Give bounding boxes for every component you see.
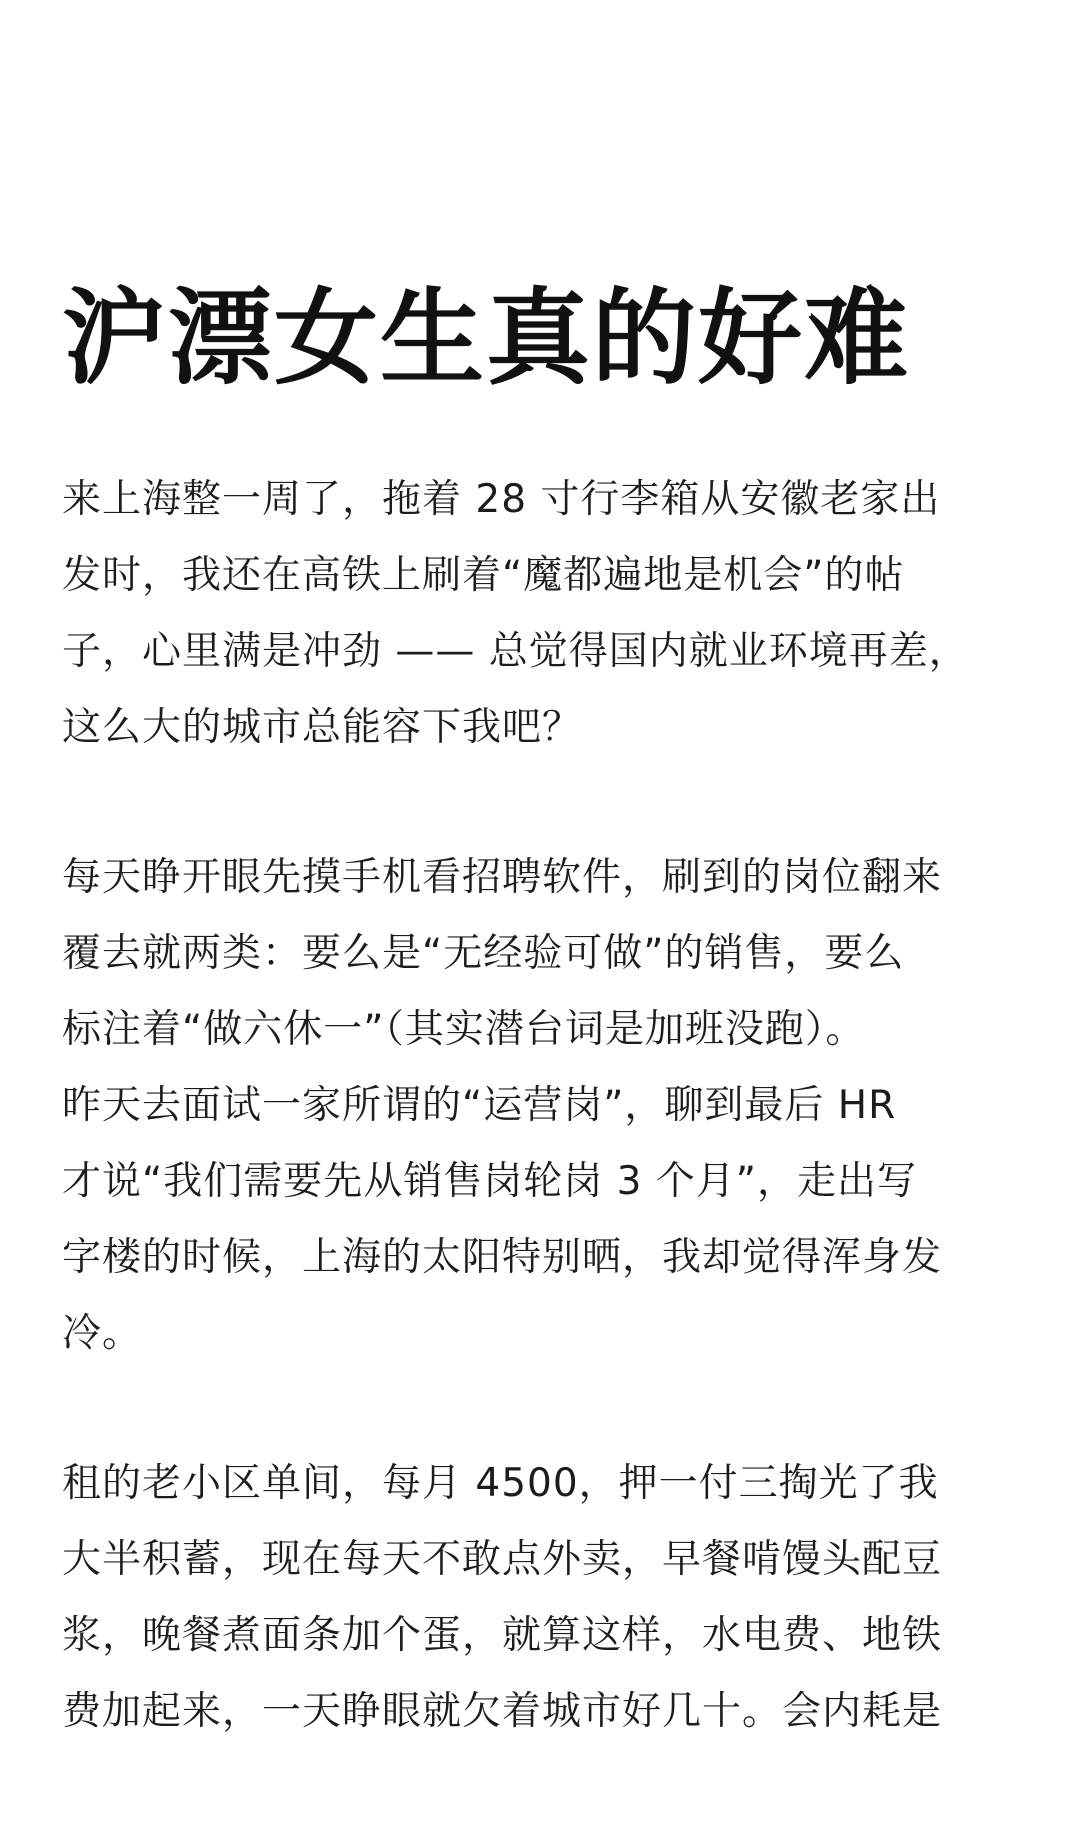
article-title: 沪漂女生真的好难 [62,277,911,399]
paragraph-1 [62,462,1022,766]
paragraph-line: 昨天去面试一家所谓的“运营岗”，聊到最后 HR [62,1083,897,1128]
paragraph-2 [62,840,1022,1372]
paragraph-line: 覆去就两类：要么是“无经验可做”的销售，要么 [62,931,905,976]
paragraph-line: 才说“我们需要先从销售岗轮岗 3 个月”，走出写 [62,1159,918,1204]
paragraph-3 [62,1446,1022,1750]
paragraph-line: 每天睁开眼先摸手机看招聘软件，刷到的岗位翻来 [62,855,943,900]
paragraph-line: 冷。 [62,1311,143,1356]
paragraph-line: 子，心里满是冲劲 —— 总觉得国内就业环境再差， [62,629,969,674]
paragraph-line: 租的老小区单间，每月 4500，押一付三掏光了我 [62,1461,939,1506]
paragraph-line: 来上海整一周了，拖着 28 寸行李箱从安徽老家出 [62,477,941,522]
paragraph-line: 这么大的城市总能容下我吧？ [62,705,583,750]
paragraph-line: 浆，晚餐煮面条加个蛋，就算这样，水电费、地铁 [62,1613,943,1658]
paragraph-line: 字楼的时候，上海的太阳特别晒，我却觉得浑身发 [62,1235,943,1280]
paragraph-line: 发时，我还在高铁上刷着“魔都遍地是机会”的帖 [62,553,905,598]
paragraph-line: 大半积蓄，现在每天不敢点外卖，早餐啃馒头配豆 [62,1537,943,1582]
paragraph-line: 费加起来，一天睁眼就欠着城市好几十。会内耗是 [62,1689,943,1734]
article [62,278,1022,1824]
paragraph-line: 标注着“做六休一”（其实潜台词是加班没跑）。 [62,1007,866,1052]
